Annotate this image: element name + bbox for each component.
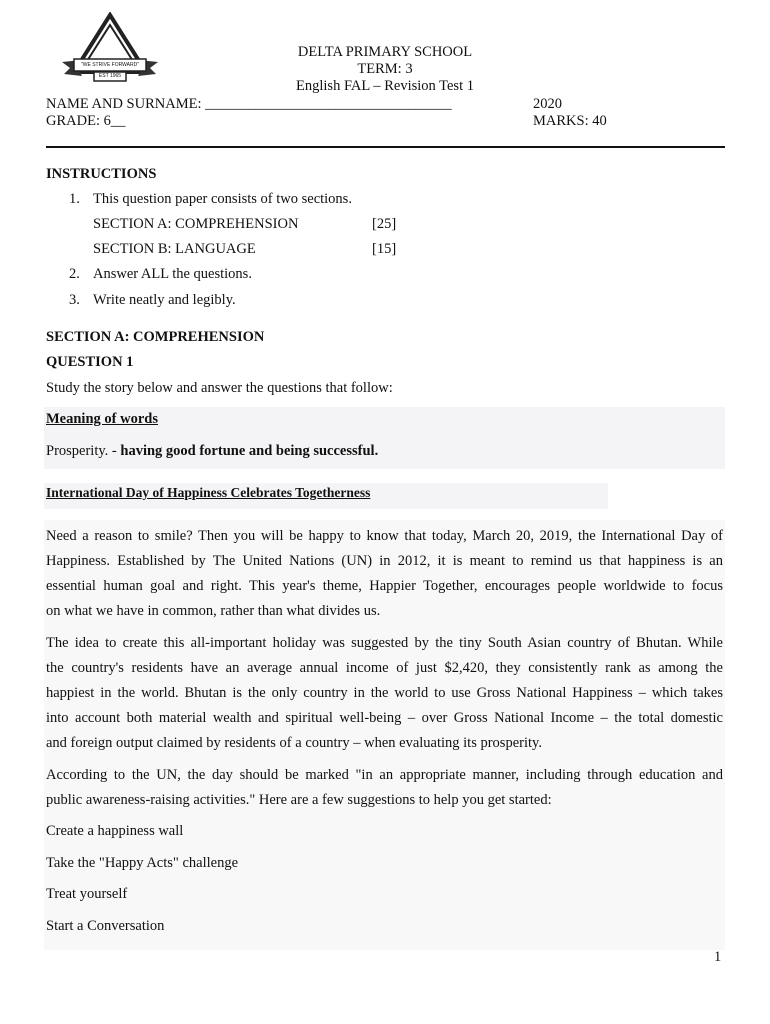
article-line: essential human goal and right. This year's theme, Happier Together, encourages people worldwide to focus — [46, 578, 723, 594]
article-line: happiest in the world. Bhutan is the only country in the world to use Gross National Happiness – which takes — [46, 685, 723, 701]
suggestion-item: Take the "Happy Acts" challenge — [46, 855, 239, 871]
article-line: public awareness-raising activities." Here are a few suggestions to help you get started: — [46, 792, 552, 808]
page-number: 1 — [714, 949, 722, 965]
term-label: TERM: 3 — [357, 61, 413, 77]
instruction-number: 3. — [69, 292, 80, 308]
section-b-marks: [15] — [372, 241, 397, 257]
suggestion-item: Start a Conversation — [46, 918, 165, 934]
grade-field[interactable]: GRADE: 6__ — [46, 113, 126, 129]
article-line: Need a reason to smile? Then you will be happy to know that today, March 20, 2019, the International Day of — [46, 528, 723, 544]
meaning-definition: having good fortune and being successful. — [120, 443, 379, 459]
name-surname-field[interactable]: NAME AND SURNAME: __________________________________ — [46, 96, 452, 112]
article-line: Happiness. Established by The United Nations (UN) in 2012, it is meant to remind us that happiness is an — [46, 553, 723, 569]
section-a-label: SECTION A: COMPREHENSION — [93, 216, 299, 232]
suggestion-item: Create a happiness wall — [46, 823, 184, 839]
instructions-heading: INSTRUCTIONS — [46, 166, 157, 182]
year-label: 2020 — [533, 96, 562, 112]
meaning-word: Prosperity. - — [46, 443, 121, 459]
subject-label: English FAL – Revision Test 1 — [296, 78, 474, 94]
section-a-heading: SECTION A: COMPREHENSION — [46, 329, 265, 345]
article-line: The idea to create this all-important holiday was suggested by the tiny South Asian country of Bhutan. While — [46, 635, 723, 651]
meaning-entry — [46, 443, 378, 460]
article-title: International Day of Happiness Celebrates Togetherness — [46, 485, 371, 500]
instruction-text: Answer ALL the questions. — [93, 266, 252, 282]
logo-established: EST 1965 — [98, 73, 122, 79]
article-line: on what we have in common, rather than what divides us. — [46, 603, 381, 619]
instruction-number: 1. — [69, 191, 80, 207]
section-b-label: SECTION B: LANGUAGE — [93, 241, 256, 257]
instruction-text: This question paper consists of two sections. — [93, 191, 352, 207]
article-line: the country's residents have an average annual income of just $2,420, they consistently rank as among the — [46, 660, 723, 676]
article-line: According to the UN, the day should be marked "in an appropriate manner, including through education and — [46, 767, 723, 783]
instruction-number: 2. — [69, 266, 80, 282]
question-prompt: Study the story below and answer the questions that follow: — [46, 380, 393, 396]
school-name: DELTA PRIMARY SCHOOL — [297, 44, 473, 60]
meaning-heading: Meaning of words — [46, 411, 158, 427]
header-divider — [46, 146, 725, 148]
marks-label: MARKS: 40 — [533, 113, 607, 129]
section-a-marks: [25] — [372, 216, 397, 232]
question-heading: QUESTION 1 — [46, 354, 134, 370]
article-line: into account both material wealth and spiritual well-being – over Gross National Income – the total domestic — [46, 710, 723, 726]
suggestion-item: Treat yourself — [46, 886, 128, 902]
instruction-text: Write neatly and legibly. — [93, 292, 236, 308]
article-line: and foreign output claimed by residents of a country – when evaluating its prosperity. — [46, 735, 542, 751]
logo-motto: "WE STRIVE FORWARD" — [81, 62, 139, 68]
